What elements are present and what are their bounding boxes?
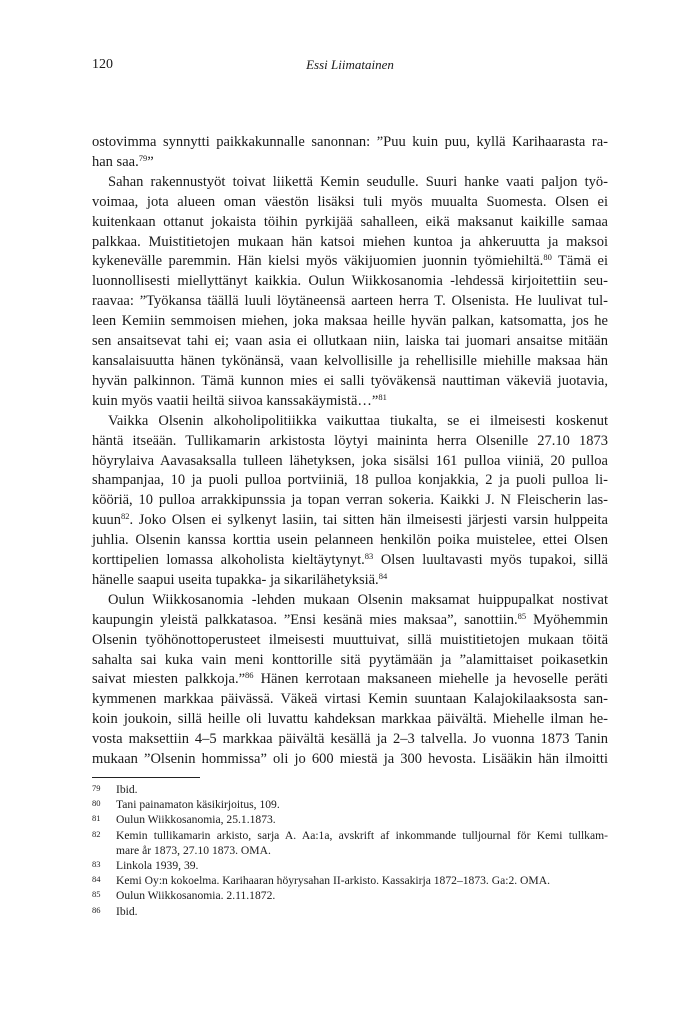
footnote-number: 84 <box>92 874 101 885</box>
paragraph <box>92 591 608 770</box>
footnote-line: Linkola 1939, 39. <box>116 859 199 873</box>
footnote-line: Ibid. <box>116 904 138 918</box>
footnote-line: Ibid. <box>116 783 138 796</box>
footnote <box>92 873 608 888</box>
text-line: hänelle saapui useita tupakka- ja sikarilähetyksiä.$^{84}$ <box>92 570 388 588</box>
text-line: Oulun Wiikkosanomia -lehden mukaan Olsenin maksamat huippupalkat nostivat <box>108 591 608 608</box>
text-line: juhlia. Olsenin kanssa korttia usein pelanneen henkilön poika muistelee, ettei Olsen <box>92 532 608 549</box>
text-line: kuitenkaan ottanut jokaista töihin pyrkijää sahalleen, eikä maksanut kaikille samaa <box>92 213 608 230</box>
footnote-number: 80 <box>92 798 101 809</box>
text-line: leen Kemiin semmoisen miehen, joka maksaa heille hyvän palkan, katsomatta, jos he <box>92 313 608 330</box>
text-line: sen ansaitsevat tahi ei; vaan asia ei ollutkaan niin, laiska tai juomari ansaitse mitään <box>92 333 608 350</box>
text-line: kymmenen markkaa päivässä. Väkeä virtasi Kemin suuntaan Kalajokilaaksosta san- <box>92 691 608 708</box>
text-line: koin joukoin, sillä heille oli luvattu kahdeksan markkaa päivältä. Miehelle ilman he- <box>92 711 608 728</box>
text-line: Olsenin työhönottoperusteet ilmeisesti muuttuivat, sillä muistitietojen mukaan töitä <box>92 631 608 648</box>
footnote-ref: 79 <box>138 152 148 163</box>
text-line: mukaan ”Olsenin hommissa” oli jo 600 miestä ja 300 hevosta. Lisääkin hän ilmoitti <box>92 751 608 768</box>
footnote-ref: 80 <box>543 252 552 263</box>
footnote-number: 83 <box>92 859 101 870</box>
body-text <box>92 133 608 770</box>
footnote <box>92 828 608 858</box>
text-line: kykenevälle paremmin. Hän kielsi myös väkijuomien juonnin työmiehiltä.$^{80}$ Tämä ei <box>92 252 608 270</box>
footnote <box>92 888 608 903</box>
text-line: vosta maksettiin 4–5 markkaa päivältä kesällä ja 2–3 talvella. Jo vuonna 1873 Tanin <box>92 731 608 748</box>
footnote-text <box>116 904 608 919</box>
footnote <box>92 812 608 827</box>
footnote-number: 81 <box>92 813 101 824</box>
text-line: shampanjaa, 10 ja puoli pulloa portviiniä, 18 pulloa konjakkia, 2 ja puoli pulloa li- <box>92 472 608 489</box>
footnote-text <box>116 797 608 812</box>
text-line: han saa.$^{79}$” <box>92 152 154 170</box>
footnote-ref: 82 <box>121 511 130 522</box>
text-line: häntä itseään. Tullikamarin arkistosta löytyi maininta herra Olsenille 27.10 1873 <box>92 432 608 449</box>
page-header <box>92 57 608 73</box>
footnote-line: Tani painamaton käsikirjoitus, 109. <box>116 798 280 812</box>
footnote <box>92 782 608 797</box>
text-line: voimaa, jota alueen oman väestön lisäksi tuli myös muualta Suomesta. Olsen ei <box>92 193 608 210</box>
text-line: palkkaa. Muistitietojen mukaan hän katsoi miehen kuntoa ja ahkeruutta ja maksoi <box>92 233 608 250</box>
footnote-ref: 85 <box>517 610 527 621</box>
footnote-text <box>116 873 608 888</box>
footnote-separator <box>92 777 200 778</box>
text-line: Vaikka Olsenin alkoholipolitiikka vaikuttaa tiukalta, se ei ilmeisesti koskenut <box>108 412 608 429</box>
footnote-text <box>116 888 608 903</box>
footnote-line: Oulun Wiikkosanomia. 2.11.1872. <box>116 889 276 903</box>
footnote-text <box>116 858 608 873</box>
paragraph <box>92 133 608 173</box>
footnote-number: 86 <box>92 904 101 915</box>
footnote-number: 79 <box>92 783 101 793</box>
footnote-number: 85 <box>92 889 101 900</box>
text-line: Sahan rakennustyöt toivat liikettä Kemin seudulle. Suuri hanke vaati paljon työ- <box>108 173 608 190</box>
footnote <box>92 904 608 919</box>
text-line: raavaa: ”Työkansa täällä luuli löytäneensä aarteen herra T. Olsenista. He luulivat tul- <box>92 293 608 310</box>
running-head: Essi Liimatainen <box>306 57 394 72</box>
footnote-ref: 84 <box>378 570 388 581</box>
footnote-text <box>116 812 608 827</box>
text-line: hyvän palkinnon. Tämä kunnon mies ei salli työväkensä nauttiman väkeviä juotavia, <box>92 372 608 389</box>
footnote-ref: 81 <box>378 391 387 402</box>
text-line: saivat miesten palkkoja.”$^{86}$ Hänen kerrotaan maksaneen miehelle ja hevoselle peräti <box>92 670 608 688</box>
text-line: sahalta sai kuka vain meni konttorille sitä pyytämään ja ”alamittaiset poikasetkin <box>92 651 608 668</box>
text-line: korttipelien lomassa alkoholista kieltäytynyt.$^{83}$ Olsen luultavasti myös tupakoi, sillä <box>92 551 608 569</box>
paragraph <box>92 412 608 591</box>
text-line: kööriä, 10 pulloa arrakkipunssia ja topan verran sokeria. Kaikki J. N Fleischerin las- <box>92 492 608 509</box>
footnote-line: Kemi Oy:n kokoelma. Karihaaran höyrysahan II-arkisto. Kassakirja 1872–1873. Ga:2. OMA. <box>116 874 551 888</box>
footnote-ref: 86 <box>245 670 254 681</box>
footnote-line: Kemin tullikamarin arkisto, sarja A. Aa:1a, avskrift af inkommande tulljournal för Kemi tullkam- <box>116 828 608 842</box>
text-line: ostovimma synnytti paikkakunnalle sanonnan: ”Puu kuin puu, kyllä Karihaarasta ra- <box>92 134 608 150</box>
text-line: kuun$^{82}$. Joko Olsen ei sylkenyt lasiin, tai sitten hän ilmeisesti järjesti varsin hulppeita <box>92 511 608 529</box>
footnote-ref: 83 <box>364 551 374 562</box>
footnote-line: Oulun Wiikkosanomia, 25.1.1873. <box>116 813 276 827</box>
page-number: 120 <box>92 57 113 72</box>
footnote-number: 82 <box>92 828 101 839</box>
paragraph <box>92 173 608 412</box>
footnote-text <box>116 782 608 797</box>
text-line: höyrylaiva Aavasaksalla tulleen lähetyksen, joka sisälsi 161 pulloa viiniä, 20 pulloa <box>92 452 608 469</box>
text-line: kaupungin yleistä palkkatasoa. ”Ensi kesänä mies maksaa”, sanottiin.$^{85}$ Myöhemmin <box>92 610 608 628</box>
text-line: luonnollisesti miellyttänyt kaikkia. Oulun Wiikkosanomia -lehdessä kirjoitettiin seu- <box>92 273 608 290</box>
text-line: kansalaisuutta hänen tykönänsä, vaan kelvollisille ja rehellisille miehille maksaa hän <box>92 352 608 369</box>
footnote <box>92 797 608 812</box>
footnote-line: mare år 1873, 27.10 1873. OMA. <box>116 843 271 857</box>
footnote-text <box>116 828 608 858</box>
text-line: kuin myös vaatii heiltä siivoa kanssakäymistä…”$^{81}$ <box>92 391 387 409</box>
footnote <box>92 858 608 873</box>
footnotes <box>92 782 608 919</box>
